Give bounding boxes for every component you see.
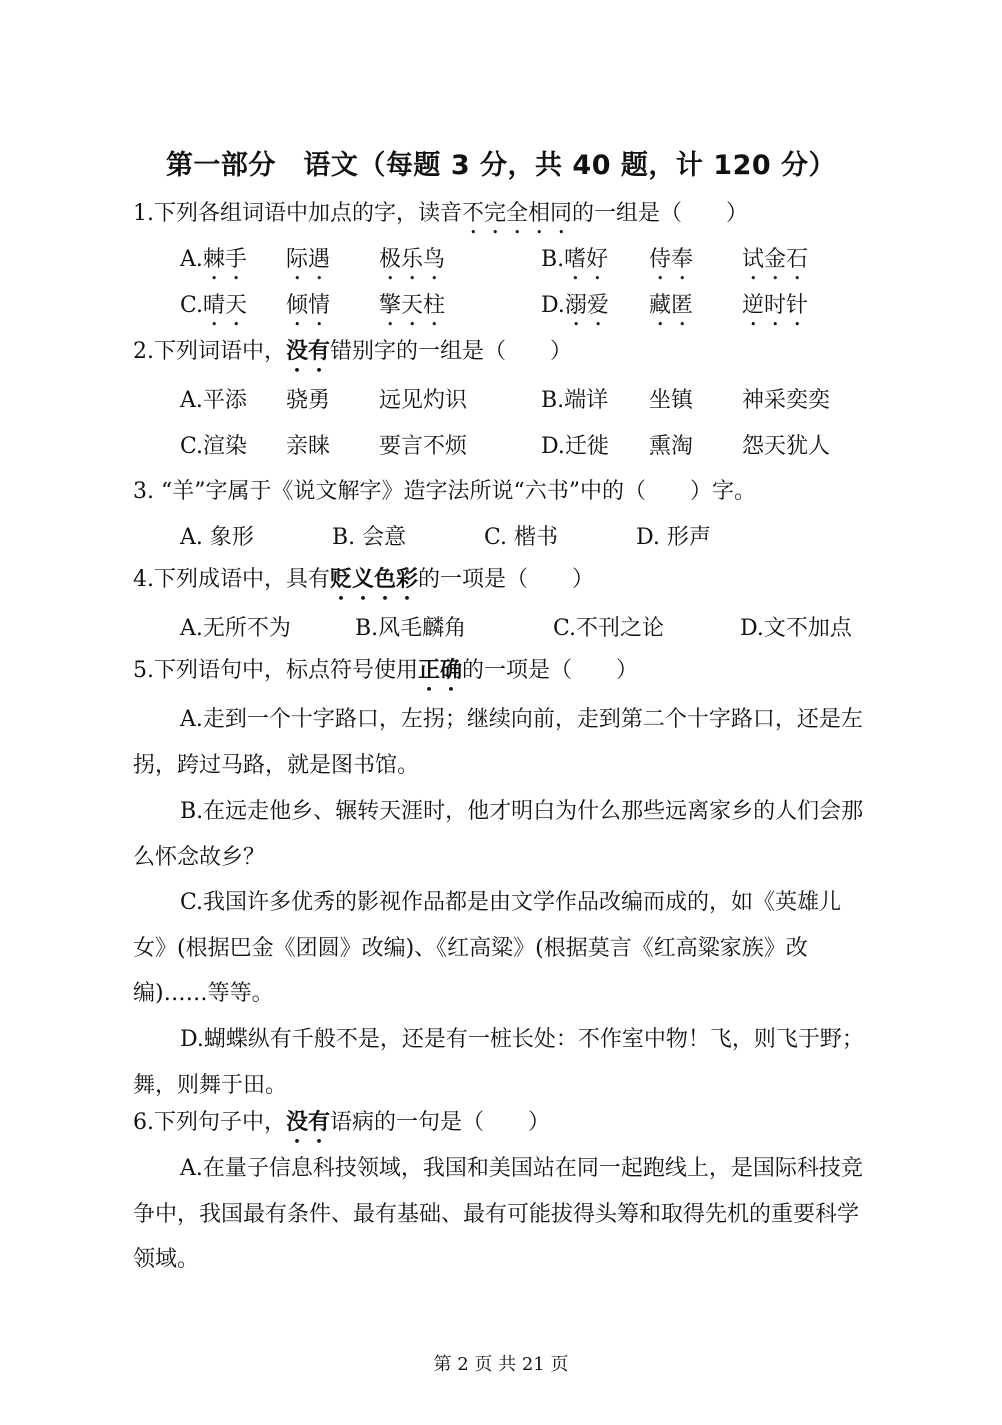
question-2-options-ab: A.平添 骁勇 远见灼识 B.端详 坐镇 神采奕奕 bbox=[180, 386, 830, 416]
question-number: 1. bbox=[133, 201, 154, 226]
option-d: D. 形声 bbox=[636, 525, 711, 550]
page-footer: 第 2 页 共 21 页 bbox=[433, 1354, 569, 1375]
option-d: D.溺爱 bbox=[541, 293, 609, 318]
question-number: 5. bbox=[133, 658, 154, 683]
question-2-stem: 2.下列词语中，没有错别字的一组是（ ） bbox=[133, 339, 573, 364]
question-5-stem: 5.下列语句中，标点符号使用正确的一项是（ ） bbox=[133, 658, 639, 683]
option-b: B.风毛麟角 bbox=[355, 616, 467, 641]
question-5-option-a: A.走到一个十字路口，左拐；继续向前，走到第二个十字路口，还是左拐，跨过马路，就是图书馆。 bbox=[133, 707, 863, 778]
emphasis-text: 没有 bbox=[286, 339, 331, 364]
emphasis-text: 不完全相同 bbox=[462, 201, 573, 226]
question-1-options-ab: A.棘手 际遇 极乐鸟 B.嗜好 侍奉 试金石 bbox=[180, 245, 808, 285]
question-6-stem: 6.下列句子中，没有语病的一句是（ ） bbox=[133, 1110, 551, 1135]
question-number: 6. bbox=[133, 1110, 154, 1135]
option-c: C.不刊之论 bbox=[553, 616, 665, 641]
option-b: B.端详 bbox=[541, 388, 609, 413]
emphasis-text: 没有 bbox=[286, 1110, 331, 1135]
question-4-options bbox=[180, 614, 852, 644]
question-1-options-cd: C.晴天 倾情 擎天柱 D.溺爱 藏匿 逆时针 bbox=[180, 291, 808, 331]
question-2-options-cd: C.渲染 亲睐 要言不烦 D.迁徙 熏淘 怨天犹人 bbox=[180, 432, 830, 462]
option-a: A.无所不为 bbox=[180, 616, 291, 641]
question-number: 4. bbox=[133, 567, 154, 592]
question-5-option-d: D.蝴蝶纵有千般不是，还是有一桩长处：不作室中物！飞，则飞于野；舞，则舞于田。 bbox=[133, 1027, 864, 1098]
option-c: C. 楷书 bbox=[484, 525, 559, 550]
option-c: C.渲染 bbox=[180, 434, 248, 459]
section-title: 第一部分 语文（每题 3 分，共 40 题，计 120 分） bbox=[165, 150, 837, 181]
option-b: B. 会意 bbox=[332, 525, 407, 550]
option-a: A. 象形 bbox=[180, 525, 254, 550]
option-d: D.文不加点 bbox=[740, 616, 852, 641]
option-a: A.棘手 bbox=[180, 247, 247, 272]
question-6-option-a: A.在量子信息科技领域，我国和美国站在同一起跑线上，是国际科技竞争中，我国最有条件、最有基础、最有可能拔得头筹和取得先机的重要科学领域。 bbox=[133, 1156, 863, 1272]
question-3-stem: 3. “羊”字属于《说文解字》造字法所说“六书”中的（ ）字。 bbox=[133, 479, 756, 504]
question-number: 2. bbox=[133, 339, 154, 364]
question-3-options bbox=[180, 523, 711, 553]
option-d: D.迁徙 bbox=[541, 434, 609, 459]
option-a: A.平添 bbox=[180, 388, 247, 413]
option-c: C.晴天 bbox=[180, 293, 248, 318]
question-5-option-c: C.我国许多优秀的影视作品都是由文学作品改编而成的，如《英雄儿女》(根据巴金《团圆》改编)、《红高粱》(根据莫言《红高粱家族》改编)……等等。 bbox=[133, 890, 842, 1006]
emphasis-text: 贬义色彩 bbox=[330, 567, 419, 592]
emphasis-text: 正确 bbox=[418, 658, 463, 683]
option-b: B.嗜好 bbox=[541, 247, 609, 272]
question-5-option-b: B.在远走他乡、辗转天涯时，他才明白为什么那些远离家乡的人们会那么怀念故乡？ bbox=[133, 799, 864, 870]
question-1-stem: 1.下列各组词语中加点的字，读音不完全相同的一组是（ ） bbox=[133, 201, 749, 226]
question-4-stem: 4.下列成语中，具有贬义色彩的一项是（ ） bbox=[133, 567, 595, 592]
